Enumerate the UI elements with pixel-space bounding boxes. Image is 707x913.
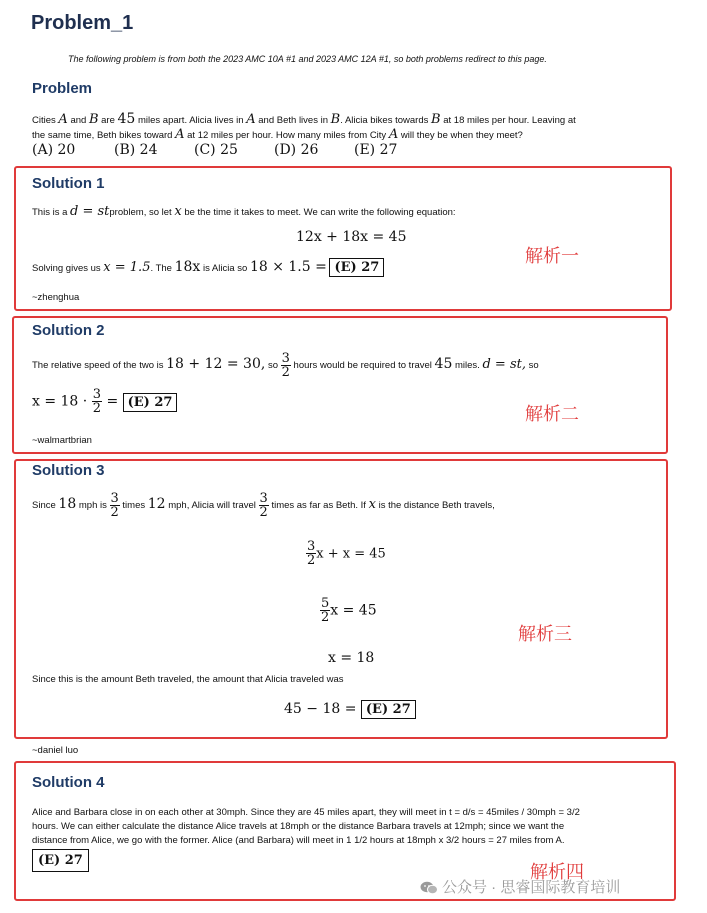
solution3-label: 解析三	[518, 624, 572, 645]
choice-d: (D) 26	[274, 142, 319, 158]
solution4-label: 解析四	[530, 862, 584, 883]
solution1-answer: (E) 27	[329, 258, 384, 277]
page-subtitle: The following problem is from both the 2023 AMC 10A #1 and 2023 AMC 12A #1, so both problems redirect to this page.	[68, 54, 547, 64]
solution4-answer: (E) 27	[32, 849, 89, 872]
problem-heading: Problem	[32, 80, 93, 97]
solution3-final: 45 − 18 = (E) 27	[284, 700, 416, 718]
solution2-line2: x = 18 · $\frac{3}{2}$ = (E) 27	[32, 388, 177, 415]
choice-e: (E) 27	[354, 142, 398, 158]
watermark: 公众号 · 思睿国际教育培训	[420, 876, 620, 897]
solution4-heading: Solution 4	[32, 774, 105, 791]
solution2-heading: Solution 2	[32, 322, 105, 339]
solution2-author: ~walmartbrian	[32, 435, 92, 446]
solution3-line1: Since 18 mph is $\frac{3}{2}$ times 12 mph, Alicia will travel $\frac{3}{2}$ times as far as Beth. If x is the distance Beth travels,	[32, 491, 495, 520]
solution4-line1: Alice and Barbara close in on each other at 30mph. Since they are 45 miles apart, they will meet in t = d/s = 45miles / 30mph = 3/2	[32, 807, 580, 818]
page-title: Problem_1	[31, 12, 134, 34]
solution1-author: ~zhenghua	[32, 292, 80, 303]
choice-c: (C) 25	[194, 142, 238, 158]
problem-text-line2: the same time, Beth bikes toward A at 12 miles per hour. How many miles from City A will they be when they meet?	[32, 127, 523, 142]
solution4-answer-wrap	[32, 849, 89, 872]
solution3-answer: (E) 27	[361, 700, 416, 719]
solution4-line3: distance from Alice, we go with the former. Alice (and Barbara) will meet in 1 1/2 hours at 18mph x 3/2 hours = 27 miles from A.	[32, 835, 565, 846]
choice-b: (B) 24	[114, 142, 158, 158]
solution3-equation3: x = 18	[328, 650, 375, 666]
solution3-equation2: $\frac{5}{2}$ x = 45	[321, 596, 377, 625]
solution2-highlight-box	[12, 316, 668, 454]
solution3-author: ~daniel luo	[32, 745, 79, 756]
solution2-line1: The relative speed of the two is 18 + 12 = 30, so $\frac{3}{2}$ hours would be required to travel 45 miles. d = st, so	[32, 351, 539, 380]
choice-a: (A) 20	[32, 142, 76, 158]
solution3-equation1: $\frac{3}{2}$ x + x = 45	[307, 539, 386, 568]
solution1-heading: Solution 1	[32, 175, 105, 192]
solution1-equation: 12x + 18x = 45	[296, 229, 407, 245]
solution1-line1: This is a d = stproblem, so let x be the time it takes to meet. We can write the following equation:	[32, 204, 456, 219]
solution3-heading: Solution 3	[32, 462, 105, 479]
problem-text-line1: Cities A and B are 45 miles apart. Alicia lives in A and Beth lives in B. Alicia bikes towards B at 18 miles per hour. Leaving at	[32, 111, 576, 127]
solution3-line2: Since this is the amount Beth traveled, the amount that Alicia traveled was	[32, 674, 344, 685]
solution1-label: 解析一	[525, 246, 579, 267]
solution4-line2: hours. We can either calculate the distance Alice travels at 18mph or the distance Barbara travels at 12mph; since we want the	[32, 821, 565, 832]
solution1-line2: Solving gives us x = 1.5. The 18x is Alicia so 18 × 1.5 = (E) 27	[32, 260, 384, 276]
solution2-label: 解析二	[525, 404, 579, 425]
solution2-answer: (E) 27	[123, 393, 178, 412]
wechat-icon	[420, 881, 438, 895]
